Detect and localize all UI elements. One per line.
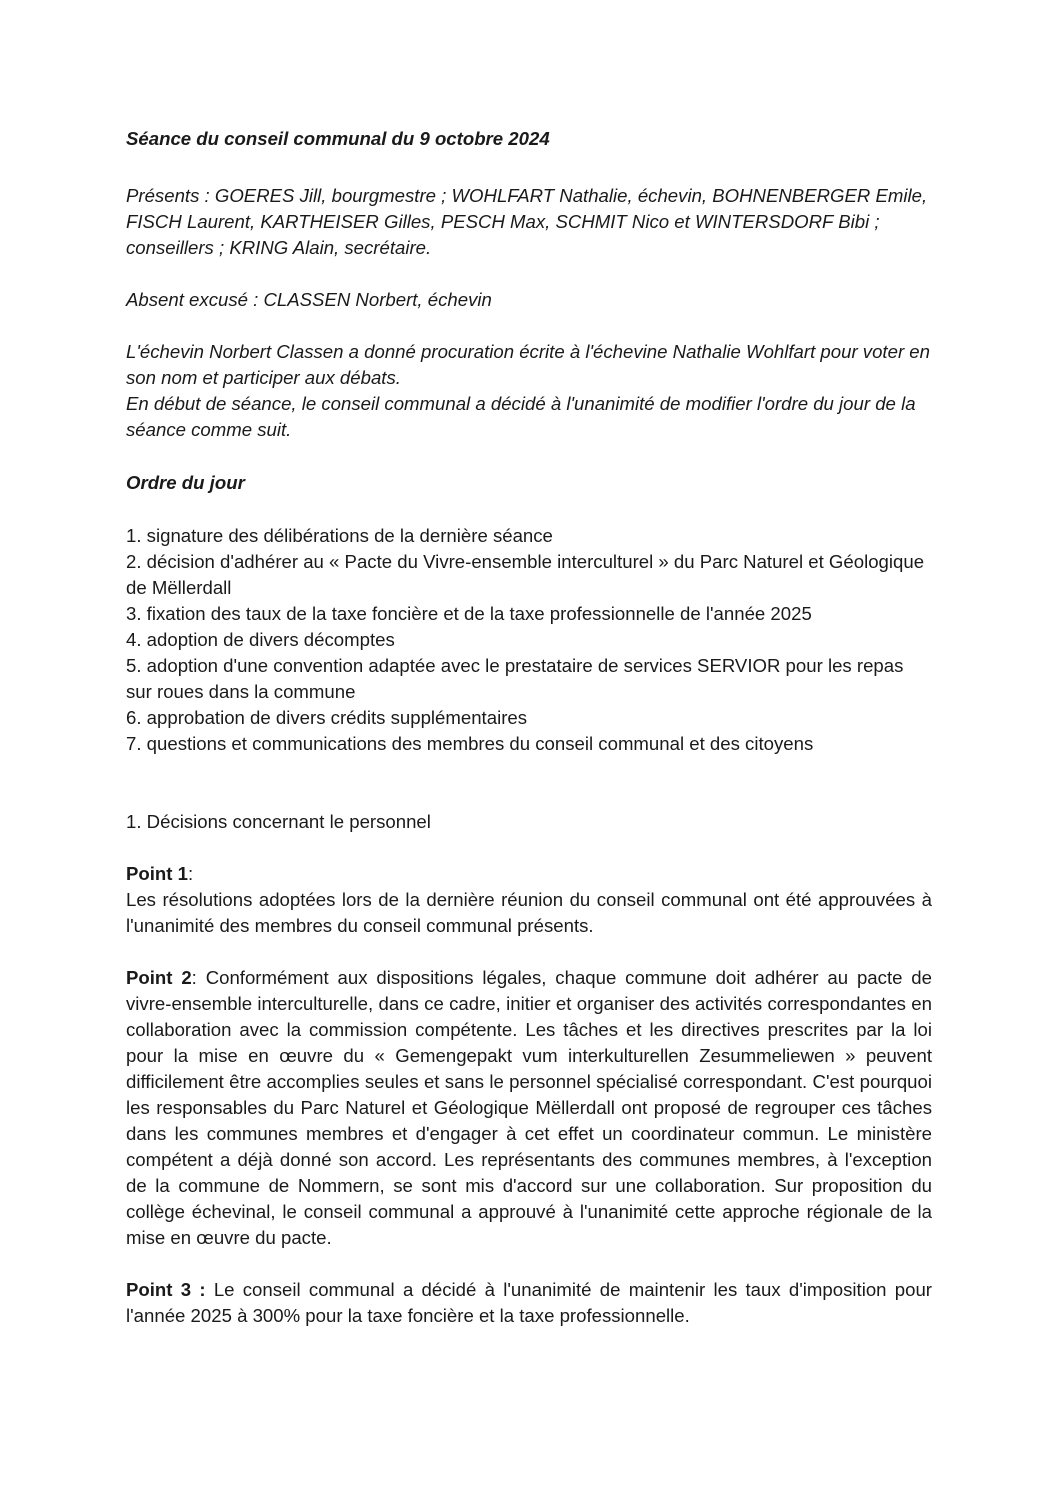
agenda-item: 1. signature des délibérations de la dernière séance	[126, 525, 553, 546]
agenda-item: 3. fixation des taux de la taxe foncière et de la taxe professionnelle de l'année 2025	[126, 603, 812, 624]
spacer	[126, 835, 932, 861]
point1-text: Les résolutions adoptées lors de la dernière réunion du conseil communal ont été approuvées à l'unanimité des membres du conseil communal présents.	[126, 889, 932, 936]
spacer	[126, 939, 932, 965]
agenda-item: 4. adoption de divers décomptes	[126, 629, 395, 650]
spacer	[126, 497, 932, 523]
document-title: Séance du conseil communal du 9 octobre 2024	[126, 128, 550, 149]
debut-seance-paragraph: En début de séance, le conseil communal a décidé à l'unanimité de modifier l'ordre du jour de la séance comme suit.	[126, 393, 916, 440]
point1-label: Point 1	[126, 863, 188, 884]
agenda-item: 6. approbation de divers crédits supplémentaires	[126, 707, 528, 728]
point2-label: Point 2	[126, 967, 192, 988]
point3-paragraph	[126, 1277, 932, 1329]
spacer	[126, 443, 932, 469]
point1-header	[126, 861, 932, 887]
point2-text: : Conformément aux dispositions légales, chaque commune doit adhérer au pacte de vivre-ensemble interculturelle, dans ce cadre, initier et organiser des activités correspondantes en collaboration avec la commission compétente. Les tâches et les directives prescrites par la loi pour la mise en œuvre du « Gemengepakt vum interkulturellen Zesummeliewen » peuvent difficilement être accomplies seules et sans le personnel spécialisé correspondant. C'est pourquoi les responsables du Parc Naturel et Géologique Mëllerdall ont proposé de regrouper ces tâches dans les communes membres et d'engager à cet effet un coordinateur commun. Le ministère compétent a déjà donné son accord. Les représentants des communes membres, à l'exception de la commune de Nommern, se sont mis d'accord sur une collaboration. Sur proposition du collège échevinal, le conseil communal a approuvé à l'unanimité cette approche régionale de la mise en œuvre du pacte.	[126, 967, 932, 1248]
spacer	[126, 1251, 932, 1277]
point2-paragraph	[126, 965, 932, 1251]
absent-paragraph: Absent excusé : CLASSEN Norbert, échevin	[126, 289, 492, 310]
spacer	[126, 153, 932, 179]
point3-text: Le conseil communal a décidé à l'unanimité de maintenir les taux d'imposition pour l'année 2025 à 300% pour la taxe foncière et la taxe professionnelle.	[126, 1279, 932, 1326]
agenda-list	[126, 523, 932, 757]
spacer	[126, 313, 932, 339]
section-heading: 1. Décisions concernant le personnel	[126, 811, 431, 832]
agenda-item: 7. questions et communications des membres du conseil communal et des citoyens	[126, 733, 814, 754]
document-page	[126, 125, 932, 1329]
point3-label: Point 3 :	[126, 1279, 206, 1300]
point1-sep: :	[187, 863, 194, 884]
spacer	[126, 261, 932, 287]
agenda-item: 2. décision d'adhérer au « Pacte du Vivre-ensemble interculturel » du Parc Naturel et Géologique de Mëllerdall	[126, 551, 925, 598]
spacer	[126, 757, 932, 809]
agenda-item: 5. adoption d'une convention adaptée avec le prestataire de services SERVIOR pour les repas sur roues dans la commune	[126, 655, 904, 702]
agenda-heading: Ordre du jour	[126, 472, 245, 493]
presents-paragraph: Présents : GOERES Jill, bourgmestre ; WOHLFART Nathalie, échevin, BOHNENBERGER Emile, FISCH Laurent, KARTHEISER Gilles, PESCH Max, SCHMIT Nico et WINTERSDORF Bibi ; conseillers ; KRING Alain, secrétaire.	[126, 185, 928, 258]
procuration-paragraph: L'échevin Norbert Classen a donné procuration écrite à l'échevine Nathalie Wohlfart pour voter en son nom et participer aux débats.	[126, 341, 930, 388]
